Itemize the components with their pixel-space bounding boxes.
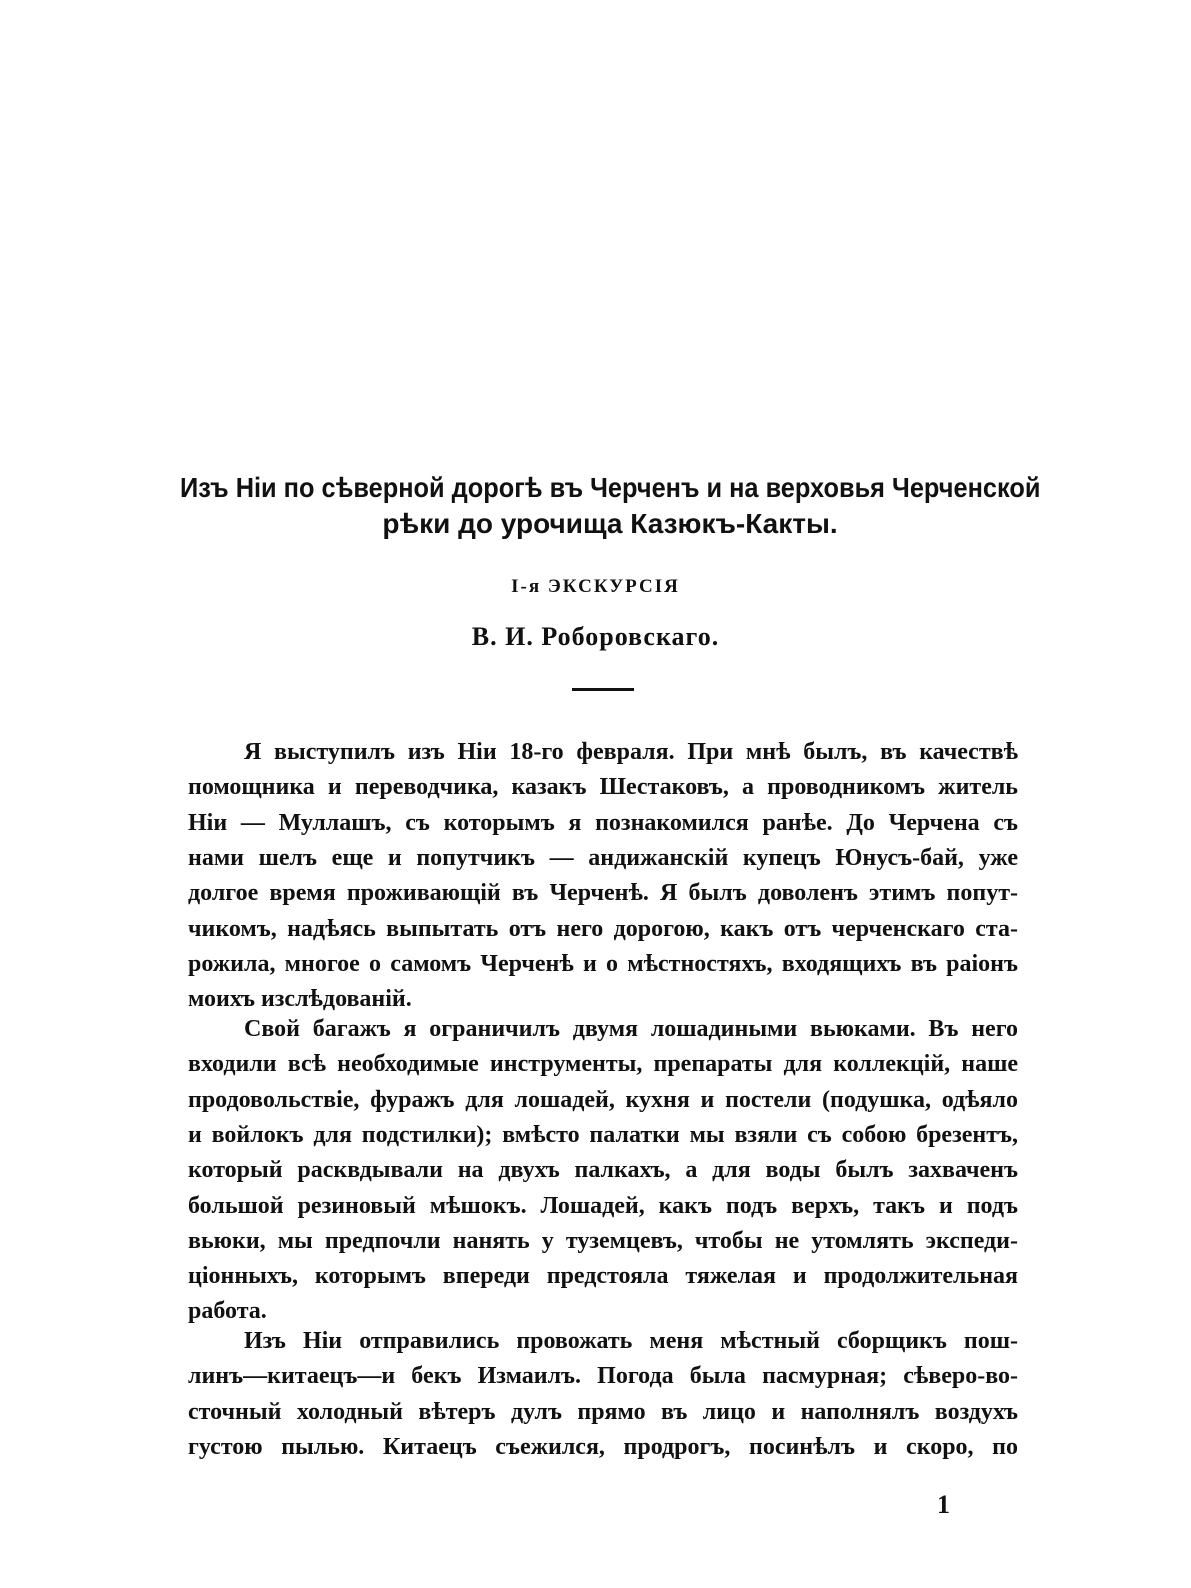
text-line: Ніи — Муллашъ, съ которымъ я познакомился ранѣе. До Черчена съ <box>188 809 1018 836</box>
author-name: В. И. Роборовскаго. <box>471 622 720 651</box>
text-line: работа. <box>188 1298 267 1325</box>
text-line: ціонныхъ, которымъ впереди предстояла тяжелая и продолжительная <box>188 1263 1018 1290</box>
chapter-title-line-2: рѣки до урочища Казюкъ-Какты. <box>382 508 838 539</box>
text-line: сточный холодный вѣтеръ дулъ прямо въ лицо и наполнялъ воздухъ <box>188 1398 1018 1425</box>
text-line: который расквдывали на двухъ палкахъ, а для воды былъ захваченъ <box>188 1157 1018 1184</box>
text-line: вьюки, мы предпочли нанять у туземцевъ, чтобы не утомлять экспеди- <box>188 1227 1018 1254</box>
text-line: нами шелъ еще и попутчикъ — андижанскій купецъ Юнусъ-бай, уже <box>188 844 1018 871</box>
text-line: Свой багажъ я ограничилъ двумя лошадиными вьюками. Въ него <box>244 1016 1018 1042</box>
text-line: чикомъ, надѣясь выпытать отъ него дорогою, какъ отъ черченскаго ста- <box>188 915 1018 942</box>
text-line: долгое время проживающій въ Черченѣ. Я былъ доволенъ этимъ попут- <box>188 880 1018 907</box>
text-line: большой резиновый мѣшокъ. Лошадей, какъ подъ верхъ, такъ и подъ <box>188 1192 1018 1219</box>
text-line: моихъ изслѣдованій. <box>188 986 412 1013</box>
text-line: помощника и переводчика, казакъ Шестаковъ, а проводникомъ житель <box>188 774 1018 801</box>
text-line: Я выступилъ изъ Ніи 18-го февраля. При мнѣ былъ, въ качествѣ <box>244 739 1018 765</box>
text-line: густою пылью. Китаецъ съежился, продрогъ, посинѣлъ и скоро, по <box>188 1433 1018 1460</box>
excursion-subtitle: I-я ЭКСКУРСІЯ <box>511 576 680 597</box>
chapter-title-line-1: Изъ Ніи по сѣверной дорогѣ въ Черченъ и на верховья Черченской <box>180 472 1041 503</box>
text-line: рожила, многое о самомъ Черченѣ и о мѣстностяхъ, входящихъ въ раіонъ <box>188 950 1018 977</box>
text-line: входили всѣ необходимые инструменты, препараты для коллекцій, наше <box>188 1051 1018 1078</box>
text-line: продовольствіе, фуражъ для лошадей, кухня и постели (подушка, одѣяло <box>188 1086 1018 1113</box>
text-line: линъ—китаецъ—и бекъ Измаилъ. Погода была пасмурная; сѣверо-во- <box>188 1363 1018 1390</box>
text-line: Изъ Ніи отправились провожать меня мѣстный сборщикъ пош- <box>244 1328 1018 1354</box>
separator-rule <box>572 688 634 691</box>
page-number: 1 <box>937 1490 950 1519</box>
text-line: и войлокъ для подстилки); вмѣсто палатки мы взяли съ собою брезентъ, <box>188 1121 1018 1148</box>
